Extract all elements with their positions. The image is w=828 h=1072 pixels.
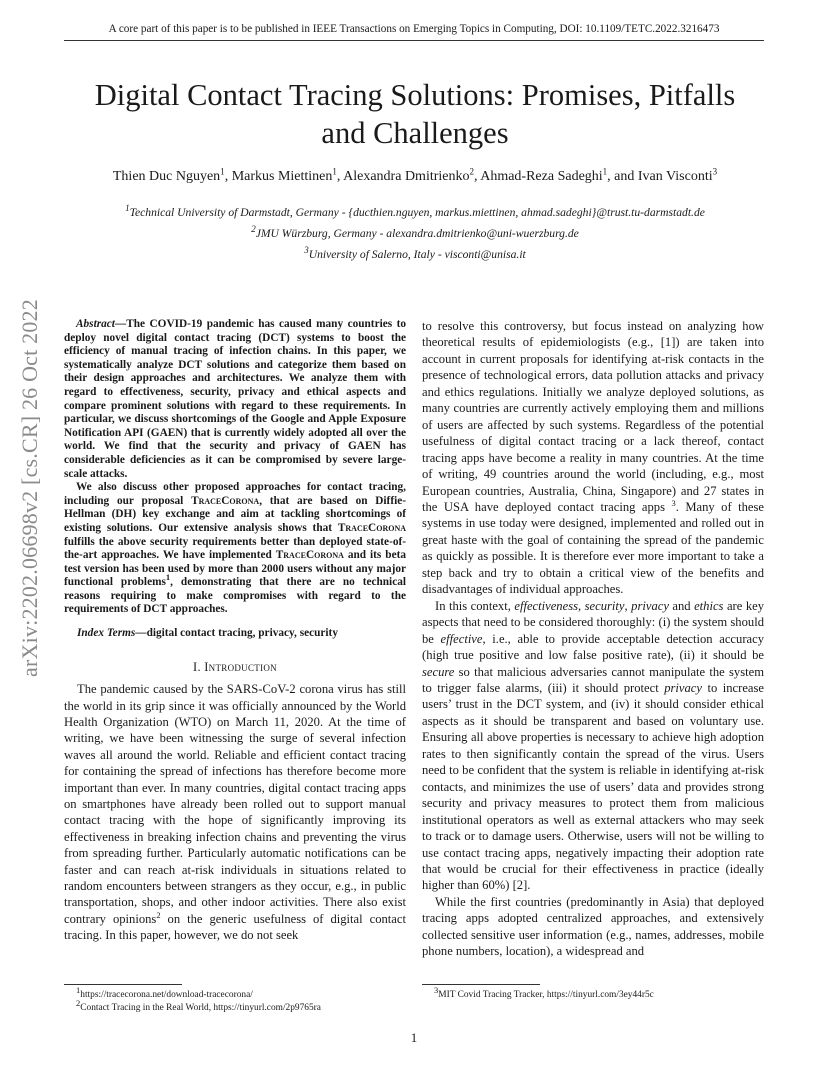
index-terms-text: —digital contact tracing, privacy, security (135, 627, 338, 640)
abstract-paragraph-1 (64, 318, 406, 481)
index-terms-label: Index Terms (77, 627, 136, 640)
p2-e: are key aspects that need to be considered thoroughly: (i) the system should be (422, 598, 764, 646)
abstract-p2-a: We also discuss other proposed approaches for contact tracing, including our proposal (64, 481, 406, 507)
index-terms (64, 627, 406, 641)
affiliation-3-mark: 3 (304, 245, 309, 256)
affiliation-3 (60, 247, 770, 262)
footnote-2 (64, 997, 406, 1015)
abstract-p1-text: —The COVID-19 pandemic has caused many countries to deploy novel digital contact tracing (DCT) systems to boost the efficiency of manual tracing of infection chains. In this paper, we systematically analyze DCT solutions and categorize them based on their design approaches and architectures. We analyze them with regard to effectiveness, security, privacy and ethical aspects and compare prominent solutions with regard to these requirements. In particular, we discuss shortcomings of the Google and Apple Exposure Notification API (GAEN) that is currently widely adopted all over the world. We find that the security and privacy of GAEN has considerable deficiencies as it can be compromised by severe large-scale attacks. (64, 318, 406, 480)
p2-f: , i.e., able to provide acceptable detection accuracy (high true positive and low false positive rate), (ii) it should be (422, 631, 764, 663)
term-ethics: ethics (694, 598, 724, 613)
p2-g: so that malicious adversaries cannot manipulate the system to trigger false alarms, (iii) it should protect (422, 664, 764, 695)
title-line-1: Digital Contact Tracing Solutions: Promises, Pitfalls (94, 78, 736, 112)
abstract-label: Abstract (76, 318, 115, 330)
right-column (422, 318, 764, 960)
author-2: , Markus Miettinen (224, 169, 333, 184)
author-list (60, 168, 770, 186)
footnote-ref-2: 2 (156, 909, 161, 920)
footnote-3-text: MIT Covid Tracing Tracker, https://tinyurl.com/3ey44r5c (438, 990, 654, 1000)
p2-d: and (668, 598, 695, 613)
affiliation-1-text: Technical University of Darmstadt, Germany - {ducthien.nguyen, markus.miettinen, ahmad.sadeghi}@trust.tu-darmstadt.de (129, 206, 705, 219)
affiliation-2-text: JMU Würzburg, Germany - alexandra.dmitrienko@uni-wuerzburg.de (255, 227, 579, 240)
footnote-1-mark: 1 (76, 984, 81, 995)
footnote-1 (64, 984, 406, 1002)
abstract-p2-e: , demonstrating that there are no technical reasons requiring to make compromises with regard to the requirements of DCT approaches. (64, 576, 406, 616)
header-note: A core part of this paper is to be published in IEEE Transactions on Emerging Topics in Computing, DOI: 10.1109/TETC.2022.3216473 (108, 23, 720, 35)
author-5-affil: 3 (712, 166, 718, 177)
introduction-text (64, 681, 406, 944)
arxiv-stamp-text: arXiv:2202.06698v2 [cs.CR] 26 Oct 2022 (17, 298, 42, 677)
arxiv-stamp (10, 290, 50, 685)
term-security: security (584, 598, 625, 613)
abstract (64, 318, 406, 617)
author-3: , Alexandra Dmitrienko (336, 169, 470, 184)
author-5: , and Ivan Visconti (607, 169, 713, 184)
author-3-affil: 2 (469, 166, 474, 177)
footnote-3-mark: 3 (434, 984, 439, 995)
paper-title (60, 76, 770, 152)
abstract-p2-c: fulfills the above security requirements better than deployed state-of-the-art approaches. We have implemented (64, 535, 406, 562)
page-number: 1 (410, 1030, 418, 1045)
affiliation-1 (60, 205, 770, 220)
footnote-2-text: Contact Tracing in the Real World, https://tinyurl.com/2p9765ra (80, 1002, 321, 1013)
author-2-affil: 1 (332, 166, 337, 177)
p2-a: In this context, (435, 598, 515, 613)
intro-p1-b: on the generic usefulness of digital contact tracing. In this paper, however, we do not seek (64, 911, 406, 943)
tracecorona-name: TraceCorona (337, 521, 406, 534)
author-1-affil: 1 (220, 166, 225, 177)
intro-p1-a: The pandemic caused by the SARS-CoV-2 corona virus has still the world in its grip since it was officially announced by the World Health Organization (WTO) on March 11, 2020. At the time of writing, we have been witnessing the surge of several infection waves all around the world. Reliable and efficient contact tracing for containing the spread of infections has therefore become more important than ever. In many countries, digital contact tracing apps on smartphones have already been rolled out to support manual contact tracing with the hope of significantly improving its effectiveness in breaking infection chains and preventing the virus from spreading further. Particularly automatic notifications can be faster and can reach at-risk individuals in situations related to random encounters between strangers as they occur, e.g., in public transportation, shops, and other indoor activities. There also exist contrary opinions (64, 682, 406, 926)
term-privacy-2: privacy (664, 680, 702, 695)
tracecorona-name: TraceCorona (191, 494, 260, 507)
right-paragraph-3: While the first countries (predominantly in Asia) that deployed tracing apps adopted centralized approaches, and extensively collected sensitive user information (e.g., names, addresses, mobile phone numbers, location), a widespread and (422, 894, 764, 959)
term-effectiveness: effectiveness (514, 598, 578, 613)
header-rule (64, 40, 764, 41)
footnotes-left (64, 984, 406, 1014)
right-paragraph-1 (422, 318, 764, 598)
intro-paragraph-1 (64, 681, 406, 944)
footnote-2-mark: 2 (76, 997, 81, 1008)
right-paragraph-2 (422, 598, 764, 894)
p2-c: , (624, 598, 632, 613)
abstract-p2-d: and its beta test version has been used by more than 2000 users without any major functional problems (64, 549, 406, 589)
tracecorona-name: TraceCorona (275, 549, 344, 562)
footnote-1-text: https://tracecorona.net/download-tracecorona/ (80, 990, 253, 1000)
term-secure: secure (422, 664, 455, 679)
affiliation-2 (60, 226, 770, 241)
right-p1-a: to resolve this controversy, but focus instead on analyzing how theoretical results of epidemiologists (e.g., [1]) are taken into account in current proposals for identifying at-risk contacts in the presence of technological errors, data pollution attacks and privacy and ethics regulations. Initially we analyze deployed solutions, as many countries are currently actively employing them and millions of users are affected by such systems. Regardless of the potential usefulness of digital contact tracing or a lack thereof, contact tracing apps have become a reality in many countries. At the time of writing, 49 countries around the world (including, e.g., most European countries, Australia, China, Singapore) and 27 states in the USA have deployed contact tracing apps (422, 319, 764, 514)
author-4: , Ahmad-Reza Sadeghi (473, 169, 603, 184)
left-column (64, 318, 406, 944)
footnote-ref-3: 3 (671, 497, 676, 508)
section-heading-introduction (64, 659, 406, 676)
footnote-rule (422, 984, 540, 985)
footnote-3 (422, 984, 764, 1002)
footnotes-right (422, 984, 764, 1002)
abstract-paragraph-2 (64, 481, 406, 617)
title-line-2: and Challenges (321, 116, 509, 150)
term-effective: effective (440, 631, 483, 646)
term-privacy: privacy (631, 598, 669, 613)
section-title: Introduction (204, 659, 277, 674)
affiliation-3-text: University of Salerno, Italy - visconti@unisa.it (308, 248, 526, 261)
p2-b: , (578, 598, 585, 613)
affiliation-2-mark: 2 (251, 224, 256, 235)
footnote-rule (64, 984, 182, 985)
author-1: Thien Duc Nguyen (112, 169, 221, 184)
footnote-ref-1: 1 (165, 572, 171, 583)
author-4-affil: 1 (602, 166, 608, 177)
section-numeral: I. (193, 659, 205, 674)
affiliation-1-mark: 1 (125, 203, 130, 214)
p2-h: to increase users’ trust in the DCT system, and (iv) it should consider ethical aspects as it should be transparent and based on voluntary use. Ensuring all above properties is necessary to achieve high adoption rates to then significantly contain the spread of the virus. Users need to be confident that the system is reliable in identifying at-risk contacts, and minimizes the use of users’ data and provides strong security and privacy measures to protect them from malicious institutional operators as well as external attackers who may seek to track or to damage users. Otherwise, users will not be willing to use contact tracing apps, negatively impacting their adoption rate that would be crucial for their effectiveness in practice (ideally higher than 60%) [2]. (422, 680, 764, 893)
abstract-p2-b: , that are based on Diffie-Hellman (DH) key exchange and aim at tackling shortcomings of existing solutions. Our extensive analysis shows that (64, 494, 406, 534)
right-p1-b: . Many of these systems in use today were designed, implemented and rolled out in great haste with the goal of containing the spread of the pandemic as quickly as possible. It is therefore ever more important to take a step back and try to obtain a critical view of the benefits and disadvantages of individual approaches. (422, 499, 764, 597)
